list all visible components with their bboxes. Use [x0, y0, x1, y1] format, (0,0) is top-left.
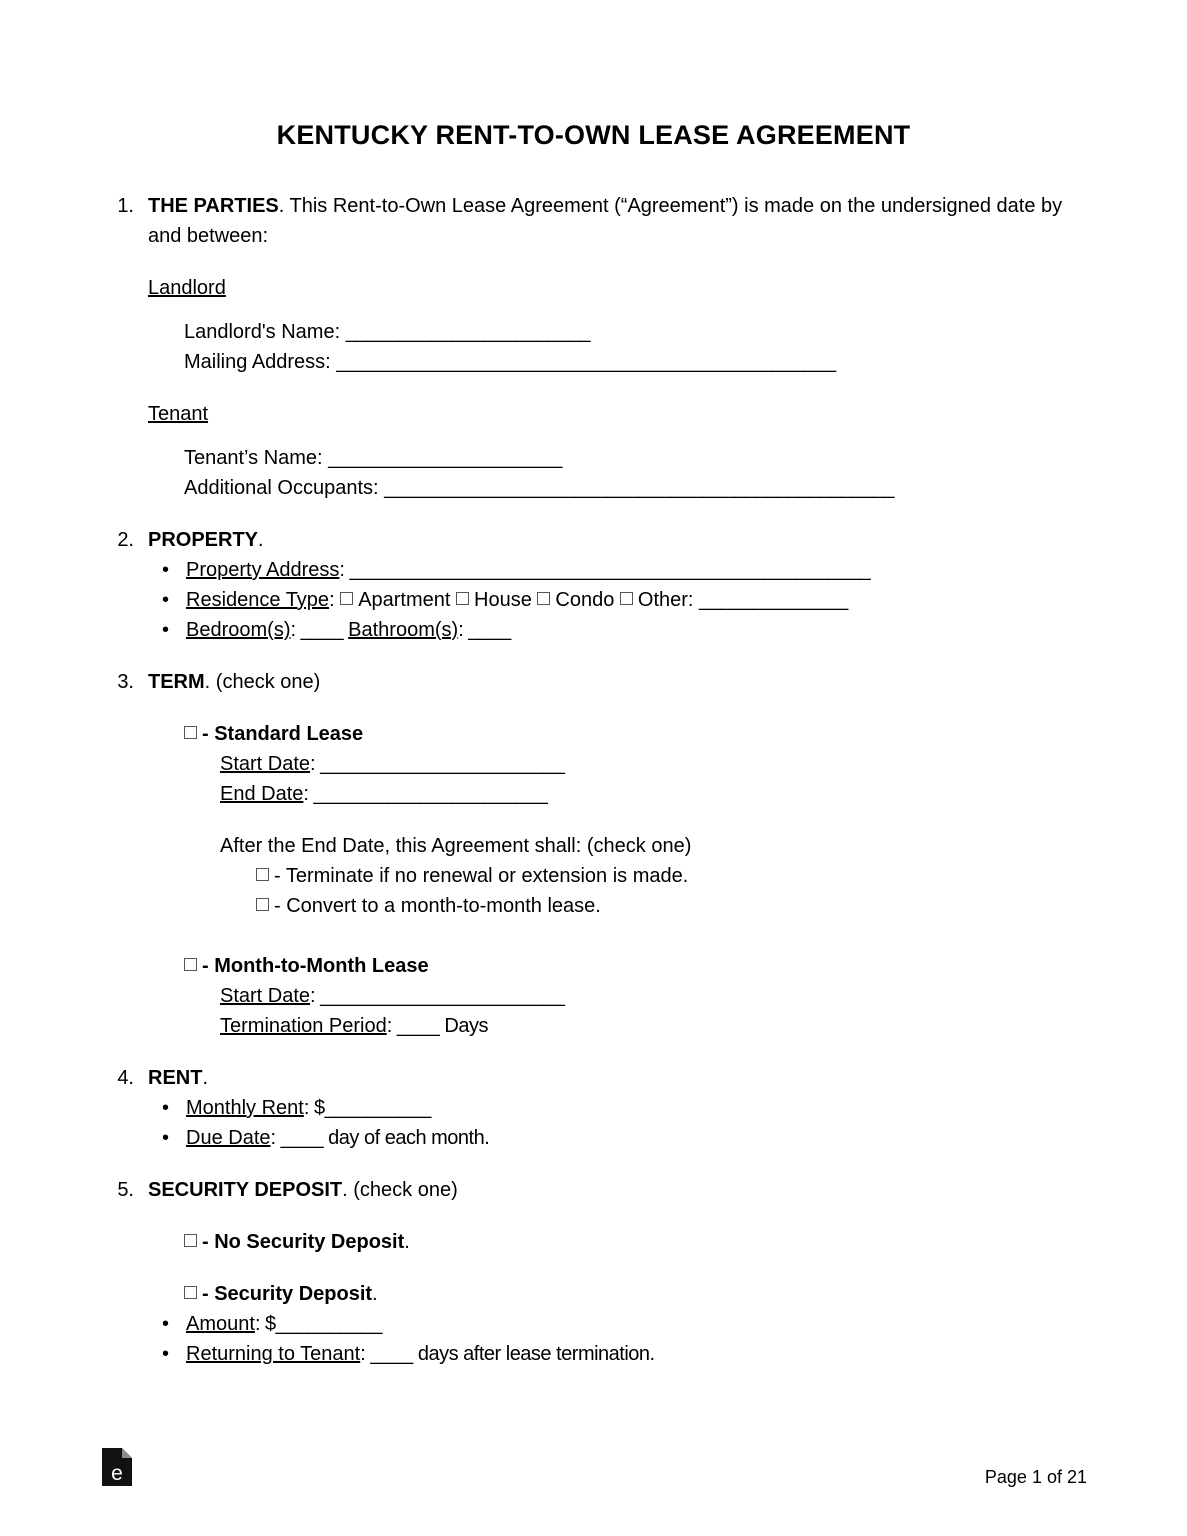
clause-heading-suffix: .	[202, 1067, 209, 1089]
monthly-rent-blank[interactable]: : $__________	[303, 1097, 431, 1119]
clause-content	[148, 1063, 1087, 1153]
landlord-address-row	[148, 347, 1087, 377]
spacer	[148, 251, 1087, 273]
clause-heading-suffix: . (check one)	[204, 671, 321, 693]
spacer	[100, 645, 1087, 667]
page-title: KENTUCKY RENT-TO-OWN LEASE AGREEMENT	[276, 120, 911, 150]
returning-to-tenant-label: Returning to Tenant	[186, 1343, 361, 1365]
clause-heading: THE PARTIES	[148, 195, 279, 217]
landlord-name-label: Landlord's Name:	[184, 321, 346, 343]
page-number: Page 1 of 21	[984, 1467, 1087, 1487]
option-label-apartment: Apartment	[358, 589, 451, 611]
bedrooms-label: Bedroom(s)	[186, 619, 291, 641]
spacer	[148, 377, 1087, 399]
spacer	[100, 1041, 1087, 1063]
residence-type-label: Residence Type	[186, 589, 330, 611]
checkbox-convert[interactable]	[256, 898, 269, 911]
no-security-deposit-suffix: .	[404, 1231, 410, 1253]
spacer	[148, 809, 1087, 831]
eforms-logo-icon	[100, 1446, 134, 1488]
bedrooms-blank[interactable]: : ____	[290, 619, 349, 641]
deposit-amount-blank[interactable]: : $__________	[254, 1313, 382, 1335]
end-date-label: End Date	[220, 783, 304, 805]
mtm-start-date-row	[148, 981, 1087, 1011]
clause-number: 3.	[117, 671, 134, 693]
convert-option-label: - Convert to a month-to-month lease.	[274, 895, 601, 917]
property-bullet-list	[148, 555, 1087, 645]
termination-period-row	[148, 1011, 1087, 1041]
residence-type-colon: :	[329, 589, 335, 611]
clause-number: 5.	[117, 1179, 134, 1201]
tenant-name-label: Tenant’s Name:	[184, 447, 329, 469]
mailing-address-label: Mailing Address:	[184, 351, 337, 373]
mtm-start-date-label: Start Date	[220, 985, 311, 1007]
list-item-deposit-amount	[148, 1309, 1087, 1339]
rent-bullet-list	[148, 1093, 1087, 1153]
clause-content	[148, 667, 1087, 1041]
clause-number: 4.	[117, 1067, 134, 1089]
tenant-subheading: Tenant	[148, 403, 209, 425]
spacer	[148, 1257, 1087, 1279]
clause-heading: TERM	[148, 671, 205, 693]
due-date-blank[interactable]: : ____ day of each month.	[270, 1127, 490, 1149]
clause-number: 2.	[117, 529, 134, 551]
clause-intro-text: . This Rent-to-Own Lease Agreement (“Agreement”) is made on the undersigned date by and between:	[148, 195, 1063, 247]
clause-heading: SECURITY DEPOSIT	[148, 1179, 343, 1201]
spacer	[148, 1205, 1087, 1227]
deposit-amount-label: Amount	[186, 1313, 255, 1335]
option-label-condo: Condo	[555, 589, 615, 611]
additional-occupants-label: Additional Occupants:	[184, 477, 385, 499]
clause-term	[100, 667, 1087, 1041]
termination-period-blank[interactable]: : ____ Days	[386, 1015, 488, 1037]
clause-property	[100, 525, 1087, 645]
checkbox-security-deposit[interactable]	[184, 1286, 197, 1299]
list-item-bedrooms-bathrooms	[148, 615, 1087, 645]
spacer	[148, 921, 1087, 951]
other-residence-blank[interactable]: ______________	[699, 589, 848, 611]
mtm-start-date-blank[interactable]: : _______________________	[310, 985, 565, 1007]
additional-occupants-row	[148, 473, 1087, 503]
property-address-label: Property Address	[186, 559, 340, 581]
convert-option-row	[148, 891, 1087, 921]
month-to-month-label: - Month-to-Month Lease	[202, 955, 429, 977]
checkbox-other[interactable]	[620, 592, 633, 605]
security-deposit-row	[148, 1279, 1087, 1309]
security-deposit-bullet-list	[148, 1309, 1087, 1369]
svg-text:e: e	[111, 1462, 123, 1485]
property-address-blank[interactable]: : _________________________________________________	[339, 559, 871, 581]
checkbox-condo[interactable]	[537, 592, 550, 605]
bathrooms-label: Bathroom(s)	[348, 619, 459, 641]
list-item-residence-type	[148, 585, 1087, 615]
checkbox-no-security-deposit[interactable]	[184, 1234, 197, 1247]
clause-heading: RENT	[148, 1067, 203, 1089]
security-deposit-label: - Security Deposit	[202, 1283, 373, 1305]
no-security-deposit-label: - No Security Deposit	[202, 1231, 405, 1253]
option-label-other: Other:	[637, 589, 694, 611]
after-end-date-text: After the End Date, this Agreement shall: (check one)	[220, 835, 692, 857]
start-date-label: Start Date	[220, 753, 311, 775]
landlord-name-blank[interactable]: _______________________	[345, 321, 591, 343]
standard-start-date-row	[148, 749, 1087, 779]
standard-lease-option-row	[148, 719, 1087, 749]
clause-the-parties	[100, 191, 1087, 503]
month-to-month-option-row	[148, 951, 1087, 981]
spacer	[148, 303, 1087, 317]
clause-security-deposit	[100, 1175, 1087, 1369]
clause-content	[148, 525, 1087, 645]
tenant-name-row	[148, 443, 1087, 473]
end-date-blank[interactable]: : ______________________	[303, 783, 548, 805]
list-item-monthly-rent	[148, 1093, 1087, 1123]
list-item-property-address	[148, 555, 1087, 585]
terminate-option-label: - Terminate if no renewal or extension is made.	[274, 865, 689, 887]
tenant-name-blank[interactable]: ______________________	[328, 447, 562, 469]
landlord-name-row	[148, 317, 1087, 347]
no-security-deposit-row	[148, 1227, 1087, 1257]
terminate-option-row	[148, 861, 1087, 891]
checkbox-house[interactable]	[456, 592, 469, 605]
clause-heading: PROPERTY	[148, 529, 259, 551]
due-date-label: Due Date	[186, 1127, 271, 1149]
checkbox-terminate[interactable]	[256, 868, 269, 881]
checkbox-apartment[interactable]	[340, 592, 353, 605]
bathrooms-blank[interactable]: : ____	[458, 619, 511, 641]
list-item-returning-to-tenant	[148, 1339, 1087, 1369]
page-footer	[100, 1446, 1087, 1488]
spacer	[148, 429, 1087, 443]
monthly-rent-label: Monthly Rent	[186, 1097, 304, 1119]
clause-content	[148, 1175, 1087, 1369]
spacer	[100, 1153, 1087, 1175]
checkbox-month-to-month[interactable]	[184, 958, 197, 971]
clause-number: 1.	[117, 195, 134, 217]
standard-lease-label: - Standard Lease	[202, 723, 364, 745]
additional-occupants-blank[interactable]: ________________________________________________	[384, 477, 895, 499]
security-deposit-suffix: .	[372, 1283, 378, 1305]
returning-to-tenant-blank[interactable]: : ____ days after lease termination.	[360, 1343, 655, 1365]
option-label-house: House	[474, 589, 532, 611]
checkbox-standard-lease[interactable]	[184, 726, 197, 739]
standard-end-date-row	[148, 779, 1087, 809]
landlord-subheading: Landlord	[148, 277, 226, 299]
clause-content	[148, 191, 1087, 503]
clause-rent	[100, 1063, 1087, 1153]
start-date-blank[interactable]: : _______________________	[310, 753, 565, 775]
list-item-due-date	[148, 1123, 1087, 1153]
spacer	[148, 697, 1087, 719]
clause-heading-suffix: . (check one)	[342, 1179, 458, 1201]
spacer	[100, 503, 1087, 525]
termination-period-label: Termination Period	[220, 1015, 387, 1037]
mailing-address-blank[interactable]: _______________________________________________	[336, 351, 836, 373]
clause-heading-suffix: .	[258, 529, 264, 551]
